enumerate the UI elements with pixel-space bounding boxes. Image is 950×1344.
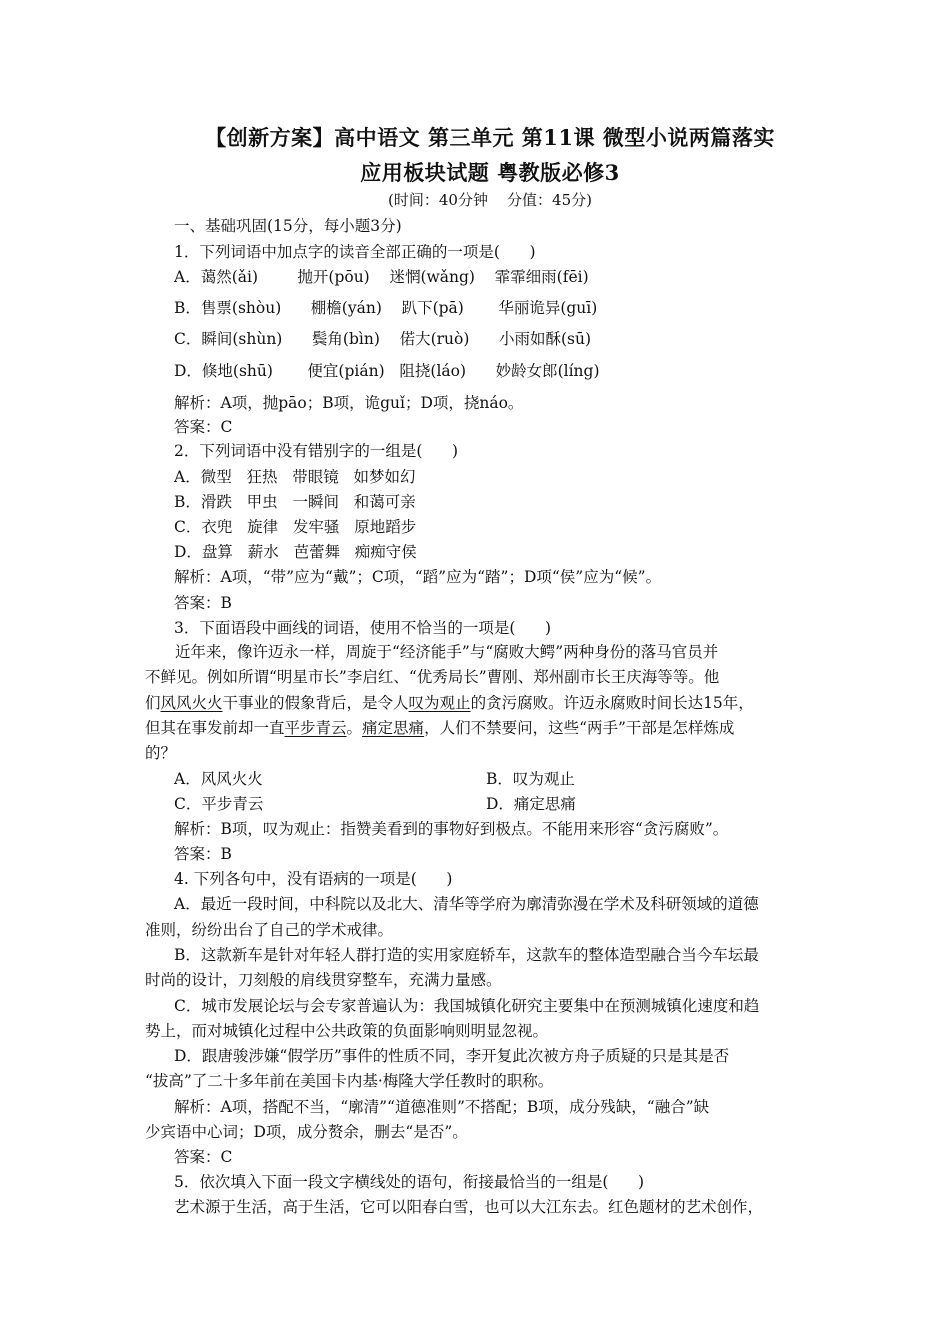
q1-option-c: C．瞬间(shùn) 鬓角(bìn) 偌大(ruò) 小雨如酥(sū) — [174, 330, 591, 348]
q3-text: 但其在事发前却一直 — [145, 719, 285, 737]
q2-stem: 2．下列词语中没有错别字的一组是( ) — [174, 442, 459, 460]
q4-analysis-line-2: 少宾语中心词；D项，成分赘余，删去“是否”。 — [145, 1123, 468, 1141]
q4-analysis-line-1: 解析：A项，搭配不当，“廓清”“道德准则”不搭配；B项，成分残缺，“融合”缺 — [174, 1098, 710, 1116]
q1-stem: 1．下列词语中加点字的读音全部正确的一项是( ) — [174, 243, 536, 261]
q2-option-d: D．盘算 薪水 芭蕾舞 痴痴守侯 — [174, 543, 417, 561]
q3-underlined-term: 平步青云 — [284, 719, 347, 737]
q4-option-c-line-1: C．城市发展论坛与会专家普遍认为：我国城镇化研究主要集中在预测城镇化速度和趋 — [174, 997, 760, 1015]
q4-option-b-line-1: B．这款新车是针对年轻人群打造的实用家庭轿车，这款车的整体造型融合当今车坛最 — [174, 946, 759, 964]
q3-underlined-term: 叹为观止 — [408, 694, 471, 712]
q3-underlined-term: 痛定思痛 — [362, 719, 425, 737]
q3-text: 。 — [346, 719, 363, 737]
q4-option-c-line-2: 势上，而对城镇化过程中公共政策的负面影响则明显忽视。 — [145, 1022, 549, 1040]
q3-underlined-term: 风风火火 — [160, 694, 223, 712]
q3-option-d: D．痛定思痛 — [486, 795, 576, 813]
q3-option-c: C．平步青云 — [174, 795, 264, 813]
q4-option-d-line-2: “拔高”了二十多年前在美国卡内基·梅隆大学任教时的职称。 — [145, 1072, 554, 1090]
q2-option-b: B．滑跌 甲虫 一瞬间 和蔼可亲 — [174, 493, 416, 511]
q1-option-d: D．倏地(shū) 便宜(pián) 阻挠(láo) 妙龄女郎(líng) — [174, 362, 600, 380]
doc-meta: (时间：40分钟 分值：45分) — [388, 191, 592, 209]
q3-passage-line-2: 不鲜见。例如所谓“明星市长”李启红、“优秀局长”曹刚、郑州副市长王庆海等等。他 — [145, 668, 720, 686]
q3-passage-line-5: 的？ — [145, 744, 177, 762]
q3-passage-line-3 — [145, 693, 754, 713]
q4-answer: 答案：C — [174, 1148, 233, 1166]
q2-answer: 答案：B — [174, 594, 232, 612]
q5-stem: 5．依次填入下面一段文字横线处的语句，衔接最恰当的一组是( ) — [174, 1173, 645, 1191]
q3-text: ，人们不禁要问，这些“两手”干部是怎样炼成 — [424, 719, 735, 737]
q1-analysis: 解析：A项，抛pāo；B项，诡guǐ；D项，挠náo。 — [174, 394, 524, 412]
q1-option-b: B．售票(shòu) 棚檐(yán) 趴下(pā) 华丽诡异(guī) — [174, 299, 598, 317]
doc-title-line-2: 应用板块试题 粤教版必修3 — [360, 160, 620, 185]
q1-answer: 答案：C — [174, 418, 233, 436]
q2-option-c: C．衣兜 旋律 发牢骚 原地蹈步 — [174, 518, 417, 536]
q3-analysis: 解析：B项，叹为观止：指赞美看到的事物好到极点。不能用来形容“贪污腐败”。 — [174, 820, 729, 838]
q3-stem: 3．下面语段中画线的词语，使用不恰当的一项是( ) — [174, 619, 552, 637]
q5-passage-line-1: 艺术源于生活，高于生活，它可以阳春白雪，也可以大江东去。红色题材的艺术创作， — [174, 1198, 764, 1216]
q4-stem: 4. 下列各句中，没有语病的一项是( ) — [174, 870, 453, 888]
q4-option-a-line-1: A．最近一段时间，中科院以及北大、清华等学府为廓清弥漫在学术及科研领域的道德 — [174, 895, 759, 913]
q3-answer: 答案：B — [174, 845, 232, 863]
section-heading: 一、基础巩固(15分，每小题3分) — [174, 217, 402, 235]
q3-passage-line-4 — [145, 718, 734, 738]
doc-title-line-1: 【创新方案】高中语文 第三单元 第11课 微型小说两篇落实 — [205, 125, 775, 150]
q2-analysis: 解析：A项，“带”应为“戴”；C项，“蹈”应为“踏”；D项“侯”应为“候”。 — [174, 568, 662, 586]
q3-option-b: B．叹为观止 — [486, 770, 575, 788]
q1-option-a: A．蔼然(ǎi) 抛开(pōu) 迷惘(wǎng) 霏霏细雨(fēi) — [174, 268, 589, 286]
q4-option-b-line-2: 时尚的设计，刀刻般的肩线贯穿整车，充满力量感。 — [145, 971, 502, 989]
q3-text: 的贪污腐败。许迈永腐败时间长达15年， — [470, 694, 754, 712]
q3-option-a: A．风风火火 — [174, 770, 263, 788]
q4-option-d-line-1: D．跟唐骏涉嫌“假学历”事件的性质不同，李开复此次被方舟子质疑的只是其是否 — [174, 1047, 730, 1065]
q3-text: 们 — [145, 694, 161, 712]
q3-text: 干事业的假象背后，是令人 — [222, 694, 409, 712]
q4-option-a-line-2: 准则，纷纷出台了自己的学术戒律。 — [145, 921, 394, 939]
q2-option-a: A．微型 狂热 带眼镜 如梦如幻 — [174, 468, 416, 486]
q3-passage-line-1: 近年来，像许迈永一样，周旋于“经济能手”与“腐败大鳄”两种身份的落马官员并 — [175, 643, 719, 661]
